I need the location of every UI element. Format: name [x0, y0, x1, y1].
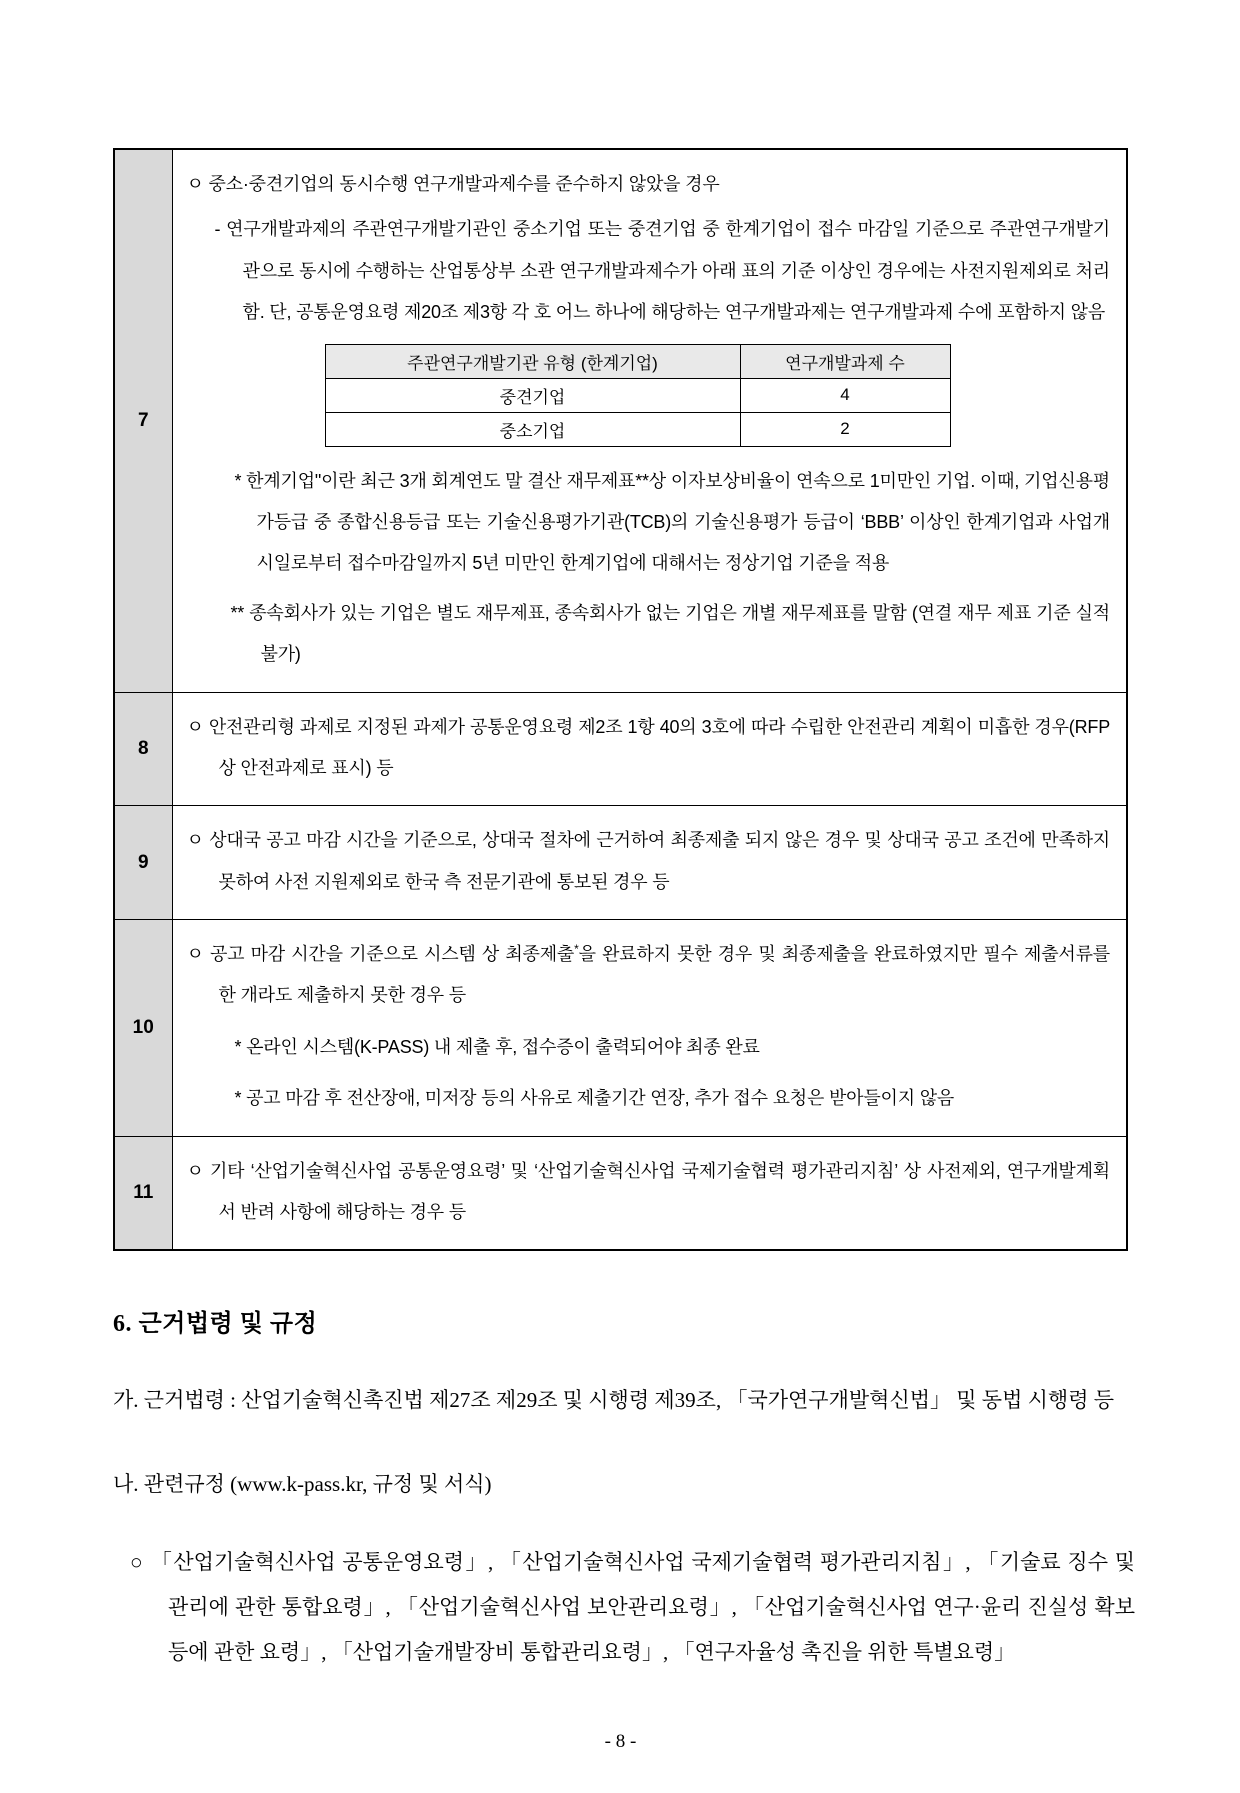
- footnote-marginal-company: * 한계기업"이란 최근 3개 회계연도 말 결산 재무제표**상 이자보상비율이 연속으로 1미만인 기업. 이때, 기업신용평가등급 중 종합신용등급 또는 기술신용평가기관(TCB)의 기술신용평가 등급이 ‘BBB’ 이상인 한계기업과 사업개시일로부터 접수마감일까지 5년 미만인 한계기업에 대해서는 정상기업 기준을 적용: [234, 470, 1110, 574]
- criteria-header-row: [325, 344, 950, 378]
- related-regulations-item: 나. 관련규정 (www.k-pass.kr, 규정 및 서식): [113, 1471, 492, 1496]
- criteria-table: [325, 344, 951, 447]
- criteria-row: [325, 378, 950, 412]
- section-legal-basis: [113, 1303, 1135, 1675]
- row-number: 7: [114, 149, 172, 692]
- page-number: - 8 -: [604, 1731, 637, 1753]
- bullet-item: [187, 934, 1111, 1017]
- row-number: 11: [114, 1136, 172, 1250]
- regulations-list-item: ○ 「산업기술혁신사업 공통운영요령」, 「산업기술혁신사업 국제기술협력 평가관리지침」, 「기술료 징수 및 관리에 관한 통합요령」, 「산업기술혁신사업 보안관리요령」, 「산업기술혁신사업 연구·윤리 진실성 확보 등에 관한 요령」, 「산업기술개발장비 통합관리요령」, 「연구자율성 촉진을 위한 특별요령」: [130, 1549, 1135, 1664]
- table-row-9: [114, 806, 1127, 920]
- row-number: 8: [114, 692, 172, 806]
- criteria-header-type: 주관연구개발기관 유형 (한계기업): [325, 344, 740, 378]
- table-row-7: [114, 149, 1127, 692]
- bullet-item: ㅇ 중소·중견기업의 동시수행 연구개발과제수를 준수하지 않았을 경우: [186, 174, 720, 194]
- table-row-8: [114, 692, 1127, 806]
- row-content: [172, 806, 1127, 920]
- bullet-item: ㅇ 안전관리형 과제로 지정된 과제가 공통운영요령 제2조 1항 40의 3호에 따라 수립한 안전관리 계획이 미흡한 경우(RFP상 안전과제로 표시) 등: [186, 716, 1110, 778]
- row-number: 9: [114, 806, 172, 920]
- criteria-type-cell: 중견기업: [325, 378, 740, 412]
- bullet-item: ㅇ 기타 ‘산업기술혁신사업 공통운영요령’ 및 ‘산업기술혁신사업 국제기술협력 평가관리지침’ 상 사전제외, 연구개발계획서 반려 사항에 해당하는 경우 등: [186, 1160, 1110, 1223]
- bullet-item: ㅇ 상대국 공고 마감 시간을 기준으로, 상대국 절차에 근거하여 최종제출 되지 않은 경우 및 상대국 공고 조건에 만족하지 못하여 사전 지원제외로 한국 측 전문기관에 통보된 경우 등: [186, 830, 1110, 892]
- footnote-subsidiary: ** 종속회사가 있는 기업은 별도 재무제표, 종속회사가 없는 기업은 개별 재무제표를 말함 (연결 재무 제표 기준 실적 불가): [230, 602, 1110, 665]
- row-content: [172, 692, 1127, 806]
- section-heading: 6. 근거법령 및 규정: [113, 1311, 318, 1338]
- row-content: [172, 920, 1127, 1137]
- exclusion-criteria-table: [113, 148, 1128, 1251]
- dash-item: - 연구개발과제의 주관연구개발기관인 중소기업 또는 중견기업 중 한계기업이 접수 마감일 기준으로 주관연구개발기관으로 동시에 수행하는 산업통상부 소관 연구개발과제수가 아래 표의 기준 이상인 경우에는 사전지원제외로 처리함. 단, 공통운영요령 제20조 제3항 각 호 어느 하나에 해당하는 연구개발과제는 연구개발과제 수에 포함하지 않음: [214, 219, 1110, 323]
- row-content: [172, 1136, 1127, 1250]
- table-row-10: [114, 920, 1127, 1137]
- criteria-count-cell: 2: [740, 412, 950, 446]
- row-content: [172, 149, 1127, 692]
- bullet-text-after-sup: 을 완료하지 못한 경우 및 최종제출을 완료하였지만 필수 제출서류를 한 개라도 제출하지 못한 경우 등: [218, 944, 1110, 1006]
- legal-basis-item: 가. 근거법령 : 산업기술혁신촉진법 제27조 제29조 및 시행령 제39조, 「국가연구개발혁신법」 및 동법 시행령 등: [113, 1388, 1115, 1413]
- criteria-header-count: 연구개발과제 수: [740, 344, 950, 378]
- table-row-11: [114, 1136, 1127, 1250]
- row-number: 10: [114, 920, 172, 1137]
- criteria-type-cell: 중소기업: [325, 412, 740, 446]
- note-kpass-receipt: * 온라인 시스템(K-PASS) 내 제출 후, 접수증이 출력되어야 최종 완료: [234, 1036, 760, 1057]
- criteria-row: [325, 412, 950, 446]
- note-no-extension: * 공고 마감 후 전산장애, 미저장 등의 사유로 제출기간 연장, 추가 접수 요청은 받아들이지 않음: [234, 1088, 955, 1109]
- criteria-count-cell: 4: [740, 378, 950, 412]
- bullet-text-before-sup: ㅇ 공고 마감 시간을 기준으로 시스템 상 최종제출: [186, 944, 575, 965]
- asterisk-superscript: *: [574, 942, 579, 957]
